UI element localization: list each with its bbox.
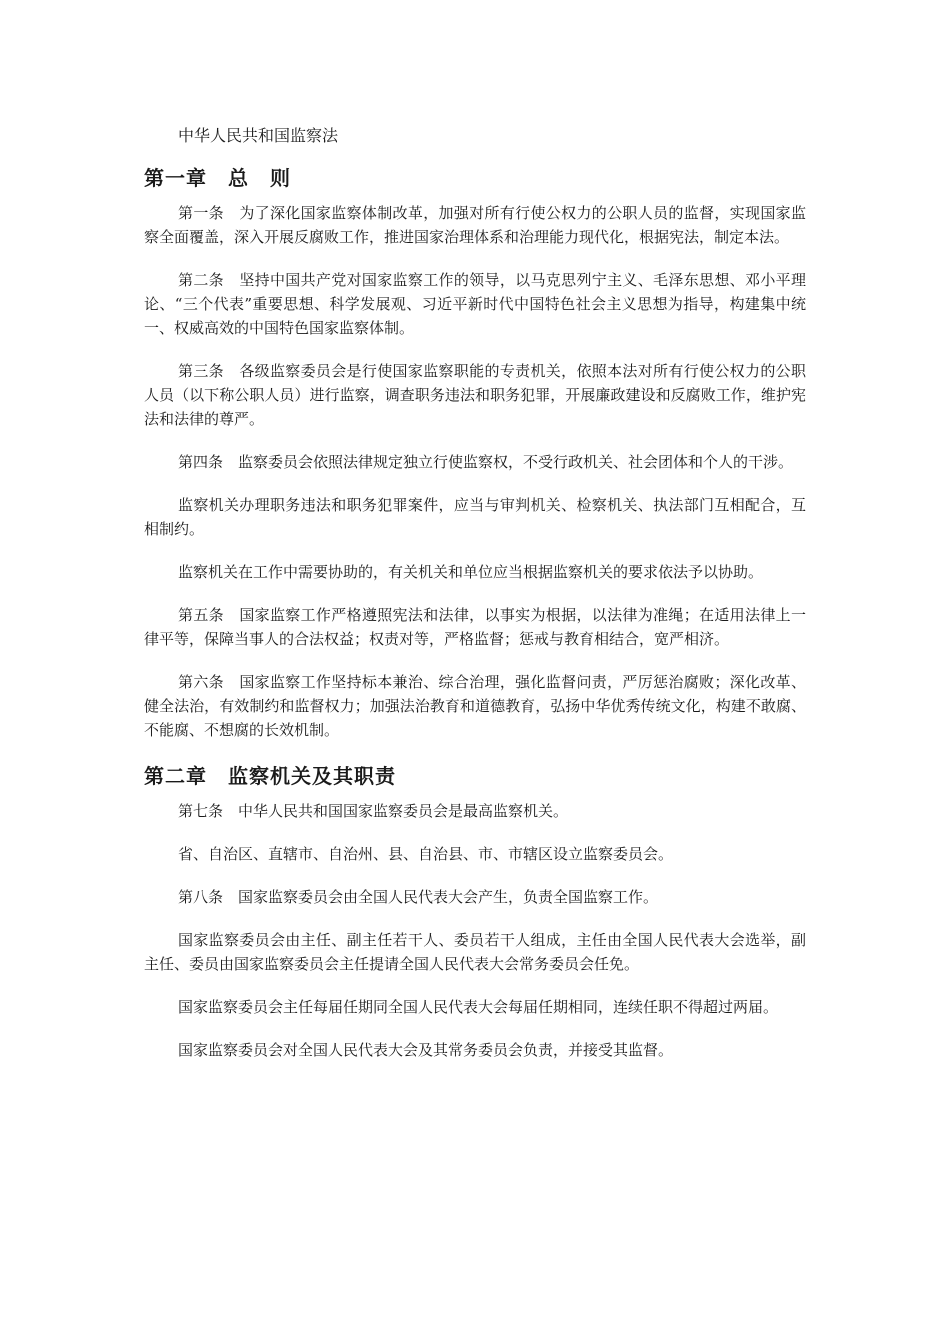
article-number: 第七条 <box>178 802 224 820</box>
paragraph <box>144 603 806 651</box>
article-number: 第四条 <box>178 453 224 471</box>
document-title: 中华人民共和国监察法 <box>178 126 339 145</box>
paragraph-text: 为了深化国家监察体制改革，加强对所有行使公权力的公职人员的监督，实现国家监察全面覆盖，深入开展反腐败工作，推进国家治理体系和治理能力现代化，根据宪法，制定本法。 <box>144 204 806 246</box>
paragraph-text: 中华人民共和国国家监察委员会是最高监察机关。 <box>238 802 569 820</box>
article-number: 第八条 <box>178 888 224 906</box>
paragraph-text: 国家监察委员会由主任、副主任若干人、委员若干人组成，主任由全国人民代表大会选举，副主任、委员由国家监察委员会主任提请全国人民代表大会常务委员会任免。 <box>144 931 806 973</box>
paragraph-text: 国家监察委员会由全国人民代表大会产生，负责全国监察工作。 <box>238 888 659 906</box>
paragraph <box>144 201 806 249</box>
paragraph <box>144 359 806 431</box>
chapter-heading: 第一章 总 则 <box>144 166 291 190</box>
article-number: 第二条 <box>178 271 224 289</box>
paragraph-text: 坚持中国共产党对国家监察工作的领导，以马克思列宁主义、毛泽东思想、邓小平理论、“三个代表”重要思想、科学发展观、习近平新时代中国特色社会主义思想为指导，构建集中统一、权威高效的中国特色国家监察体制。 <box>144 271 806 337</box>
article-number: 第六条 <box>178 673 224 691</box>
paragraph-text: 国家监察委员会对全国人民代表大会及其常务委员会负责，并接受其监督。 <box>178 1041 674 1059</box>
article-number: 第三条 <box>178 362 224 380</box>
paragraph-text: 监察机关在工作中需要协助的，有关机关和单位应当根据监察机关的要求依法予以协助。 <box>178 563 764 581</box>
paragraph-text: 各级监察委员会是行使国家监察职能的专责机关，依照本法对所有行使公权力的公职人员（以下称公职人员）进行监察，调查职务违法和职务犯罪，开展廉政建设和反腐败工作，维护宪法和法律的尊严。 <box>144 362 806 428</box>
article-number: 第五条 <box>178 606 224 624</box>
paragraph <box>144 670 806 742</box>
paragraph <box>144 560 806 584</box>
paragraph-text: 省、自治区、直辖市、自治州、县、自治县、市、市辖区设立监察委员会。 <box>178 845 674 863</box>
paragraph-text: 监察委员会依照法律规定独立行使监察权，不受行政机关、社会团体和个人的干涉。 <box>238 453 794 471</box>
article-number: 第一条 <box>178 204 224 222</box>
document-page <box>144 122 806 1081</box>
paragraph-text: 国家监察工作严格遵照宪法和法律，以事实为根据，以法律为准绳；在适用法律上一律平等，保障当事人的合法权益；权责对等，严格监督；惩戒与教育相结合，宽严相济。 <box>144 606 806 648</box>
paragraph <box>144 842 806 866</box>
paragraph <box>144 450 806 474</box>
paragraph-text: 国家监察工作坚持标本兼治、综合治理，强化监督问责，严厉惩治腐败；深化改革、健全法治，有效制约和监督权力；加强法治教育和道德教育，弘扬中华优秀传统文化，构建不敢腐、不能腐、不想腐的长效机制。 <box>144 673 806 739</box>
paragraph <box>144 995 806 1019</box>
paragraph-text: 监察机关办理职务违法和职务犯罪案件，应当与审判机关、检察机关、执法部门互相配合，互相制约。 <box>144 496 806 538</box>
chapter-heading: 第二章 监察机关及其职责 <box>144 764 396 788</box>
paragraph-text: 国家监察委员会主任每届任期同全国人民代表大会每届任期相同，连续任职不得超过两届。 <box>178 998 779 1016</box>
paragraph <box>144 885 806 909</box>
paragraph <box>144 1038 806 1062</box>
paragraph <box>144 268 806 340</box>
paragraph <box>144 928 806 976</box>
paragraph <box>144 799 806 823</box>
paragraph <box>144 493 806 541</box>
